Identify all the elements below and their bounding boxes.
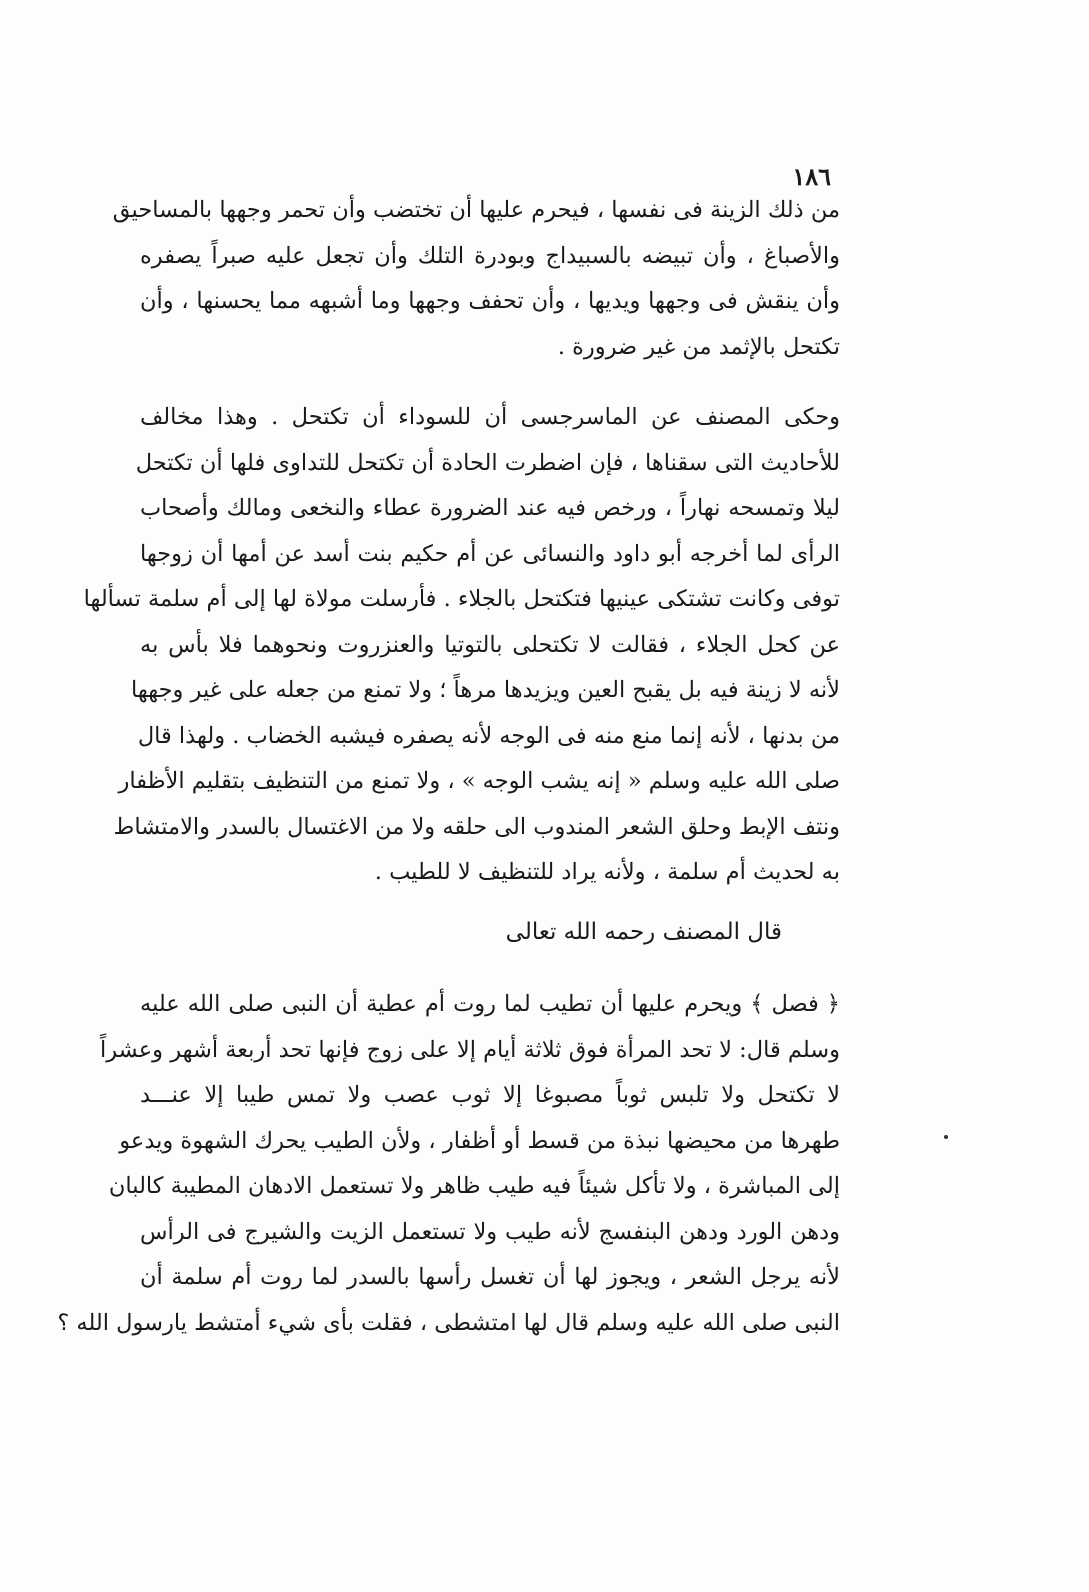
text-line: تكتحل بالإثمد من غير ضرورة . [557,333,840,360]
text-line: عن كحل الجلاء ، فقالت لا تكتحلى بالتوتيا والعنزروت ونحوهما فلا بأس به [140,631,840,658]
scan-speck [944,1135,948,1139]
text-line: من بدنها ، لأنه إنما منع منه فى الوجه لأنه يصفره فيشبه الخضاب . ولهذا قال [137,722,840,749]
text-line: ونتف الإبط وحلق الشعر المندوب الى حلقه ولا من الاغتسال بالسدر والامتشاط [113,813,840,840]
paragraph-3 [57,982,840,1346]
text-line: ليلا وتمسحه نهاراً ، ورخص فيه عند الضرورة عطاء والنخعى ومالك وأصحاب [140,495,840,521]
text-line: وسلم قال: لا تحد المرأة فوق ثلاثة أيام إلا على زوج فإنها تحد أربعة أشهر وعشراً [100,1036,840,1063]
text-line: النبى صلى الله عليه وسلم قال لها امتشطى ، فقلت بأى شيء أمتشط يارسول الله ؟ [57,1309,840,1336]
paragraph-1 [112,188,840,370]
text-line: طهرها من محيضها نبذة من قسط أو أظفار ، ولأن الطيب يحرك الشهوة ويدعو [119,1127,840,1154]
text-line: لأنه يرجل الشعر ، ويجوز لها أن تغسل رأسها بالسدر لما روت أم سلمة أن [140,1264,840,1290]
text-line: صلى الله عليه وسلم « إنه يشب الوجه » ، ولا تمنع من التنظيف بتقليم الأظفار [118,768,840,794]
text-line: للأحاديث التى سقناها ، فإن اضطرت الحادة أن تكتحل للتداوى فلها أن تكتحل [135,449,840,476]
text-line: ﴿ فصل ﴾ ويحرم عليها أن تطيب لما روت أم عطية أن النبى صلى الله عليه [140,991,840,1017]
text-line: به لحديث أم سلمة ، ولأنه يراد للتنظيف لا للطيب . [374,859,840,885]
paragraph-2 [83,395,840,896]
text-line: وأن ينقش فى وجهها ويديها ، وأن تحفف وجهها وما أشبهه مما يحسنها ، وأن [140,288,840,314]
text-line: من ذلك الزينة فى نفسها ، فيحرم عليها أن تختضب وأن تحمر وجهها بالمساحيق [112,197,840,223]
section-heading: قال المصنف رحمه الله تعالى [505,919,782,945]
text-line: ودهن الورد ودهن البنفسج لأنه طيب ولا تستعمل الزيت والشيرج فى الرأس [140,1218,840,1245]
text-line: والأصباغ ، وأن تبيضه بالسبيداج وبودرة التلك وأن تجعل عليه صبراً يصفره [140,242,840,269]
section-heading-block [140,910,840,955]
page-number: ١٨٦ [792,162,831,191]
text-line: إلى المباشرة ، ولا تأكل شيئاً فيه طيب ظاهر ولا تستعمل الادهان المطيبة كالبان [108,1173,840,1199]
text-line: توفى وكانت تشتكى عينيها فتكتحل بالجلاء . فأرسلت مولاة لها إلى أم سلمة تسألها [83,586,840,612]
text-line: لأنه لا زينة فيه بل يقبح العين ويزيدها مرهاً ؛ ولا تمنع من جعله على غير وجهها [131,677,840,703]
text-line: الرأى لما أخرجه أبو داود والنسائى عن أم حكيم بنت أسد عن أمها أن زوجها [140,540,840,567]
text-line: لا تكتحل ولا تلبس ثوباً مصبوغا إلا ثوب عصب ولا تمس طيبا إلا عنـــد [140,1082,840,1108]
text-line: وحكى المصنف عن الماسرجسى أن للسوداء أن تكتحل . وهذا مخالف [140,404,840,430]
